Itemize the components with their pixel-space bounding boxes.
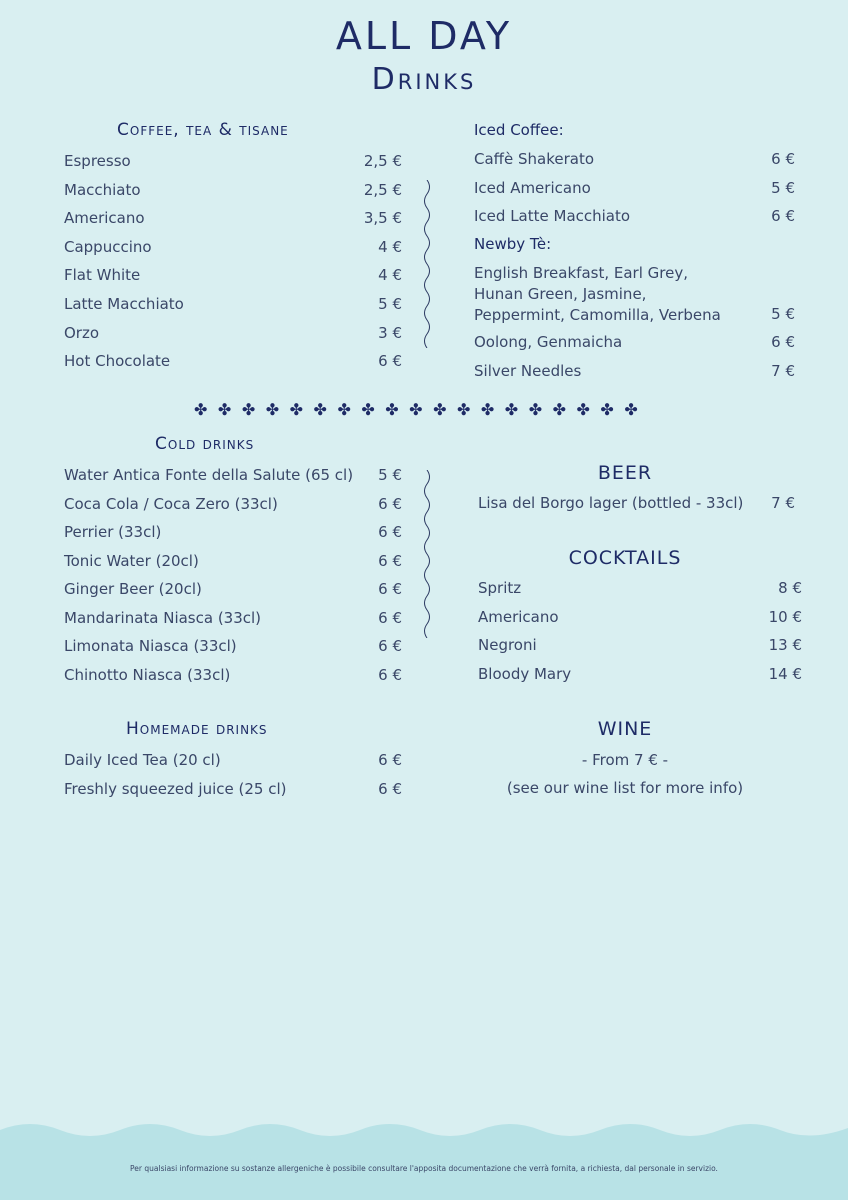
coffee-item-price: 3 € xyxy=(378,323,402,342)
tea-group-line: Hunan Green, Jasmine, xyxy=(474,285,647,303)
iced-coffee-item-name: Iced Americano xyxy=(474,178,591,197)
homemade-item-price: 6 € xyxy=(378,779,402,798)
coffee-item-price: 4 € xyxy=(378,266,402,285)
coffee-item-price: 6 € xyxy=(378,352,402,371)
iced-coffee-item-name: Caffè Shakerato xyxy=(474,150,595,168)
coffee-item-price: 2,5 € xyxy=(363,180,402,199)
cold-drink-item-price: 6 € xyxy=(378,665,402,684)
cold-drink-item-name: Water Antica Fonte della Salute (65 cl) xyxy=(64,466,354,484)
coffee-item-price: 2,5 € xyxy=(363,152,402,170)
sea-waves xyxy=(0,1118,848,1200)
cocktail-item-price: 10 € xyxy=(768,607,802,626)
cold-drink-item-price: 6 € xyxy=(378,637,402,655)
iced-coffee-item-price: 6 € xyxy=(771,207,795,225)
coffee-item-name: Hot Chocolate xyxy=(64,352,171,371)
coffee-item-name: Cappuccino xyxy=(64,237,152,256)
ornament-divider: ✤✤✤✤✤✤✤✤✤✤✤✤✤✤✤✤✤✤✤ xyxy=(194,400,649,419)
coffee-item-name: Latte Macchiato xyxy=(64,295,184,313)
coffee-item-price: 5 € xyxy=(378,295,402,313)
cold-drink-item-price: 6 € xyxy=(378,494,402,513)
cold-drink-item-name: Perrier (33cl) xyxy=(64,523,162,541)
beer-item-name: Lisa del Borgo lager (bottled - 33cl) xyxy=(478,494,744,512)
allergen-footer: Per qualsiasi informazione su sostanze allergeniche è possibile consultare l'apposita documentazione che verrà fornita, a richiesta, dal personale in servizio. xyxy=(130,1164,718,1173)
cold-drink-item-name: Limonata Niasca (33cl) xyxy=(64,637,237,655)
tea-group-price: 5 € xyxy=(771,305,795,323)
tea-item-name: Silver Needles xyxy=(474,361,582,380)
tea-item-price: 7 € xyxy=(771,361,795,380)
beer-item-price: 7 € xyxy=(771,494,795,512)
coffee-item-price: 4 € xyxy=(378,237,402,256)
cold-drink-item-name: Tonic Water (20cl) xyxy=(64,551,199,570)
coffee-item-name: Americano xyxy=(64,209,145,228)
homemade-item-name: Daily Iced Tea (20 cl) xyxy=(64,751,221,769)
cold-drink-item-price: 6 € xyxy=(378,523,402,541)
cold-drink-item-name: Chinotto Niasca (33cl) xyxy=(64,665,231,684)
cocktail-item-name: Bloody Mary xyxy=(478,664,572,683)
homemade-item-name: Freshly squeezed juice (25 cl) xyxy=(64,779,287,798)
cocktail-item-price: 14 € xyxy=(768,664,802,683)
cold-drink-item-price: 6 € xyxy=(378,551,402,570)
coffee-item-name: Orzo xyxy=(64,323,100,342)
wavy-divider-top xyxy=(420,180,434,348)
wine-title: WINE xyxy=(597,718,653,740)
cold-drink-item-name: Ginger Beer (20cl) xyxy=(64,580,202,598)
cold-drink-item-price: 5 € xyxy=(378,466,402,484)
cold-drink-item-price: 6 € xyxy=(378,580,402,598)
cocktails-title: COCKTAILS xyxy=(568,547,682,569)
coffee-item-price: 3,5 € xyxy=(363,209,402,228)
wine-price: - From 7 € - xyxy=(581,751,669,769)
cocktail-item-name: Americano xyxy=(478,607,559,626)
tea-group-line: Peppermint, Camomilla, Verbena xyxy=(474,306,721,324)
cocktail-item-name: Spritz xyxy=(478,579,522,597)
coffee-item-name: Macchiato xyxy=(64,180,141,199)
cold-drink-item-price: 6 € xyxy=(378,608,402,627)
iced-coffee-title: Iced Coffee: xyxy=(474,121,564,139)
cocktail-item-name: Negroni xyxy=(478,636,537,654)
tea-title: Newby Tè: xyxy=(474,235,552,253)
homemade-item-price: 6 € xyxy=(378,751,402,769)
homemade-title: Homemade drinks xyxy=(126,719,268,739)
cold-drink-item-name: Mandarinata Niasca (33cl) xyxy=(64,608,262,627)
iced-coffee-item-price: 6 € xyxy=(771,150,795,168)
cocktail-item-price: 13 € xyxy=(768,636,802,654)
cold-drink-item-name: Coca Cola / Coca Zero (33cl) xyxy=(64,494,278,513)
tea-group-line: English Breakfast, Earl Grey, xyxy=(474,264,688,282)
wavy-divider-bottom xyxy=(420,470,434,638)
cocktail-item-price: 8 € xyxy=(778,579,802,597)
tea-group xyxy=(474,263,721,326)
coffee-item-name: Espresso xyxy=(64,152,131,170)
iced-coffee-item-price: 5 € xyxy=(771,178,795,197)
beer-title: BEER xyxy=(597,462,653,484)
coffee-item-name: Flat White xyxy=(64,266,141,285)
iced-coffee-item-name: Iced Latte Macchiato xyxy=(474,207,631,225)
coffee-section-title: Coffee, tea & tisane xyxy=(117,120,289,140)
cold-drinks-title: Cold drinks xyxy=(155,434,255,454)
wine-note: (see our wine list for more info) xyxy=(506,779,744,797)
tea-item-price: 6 € xyxy=(771,333,795,351)
menu-subtitle: Drinks xyxy=(371,62,477,97)
menu-title: ALL DAY xyxy=(335,14,513,58)
tea-item-name: Oolong, Genmaicha xyxy=(474,333,623,351)
